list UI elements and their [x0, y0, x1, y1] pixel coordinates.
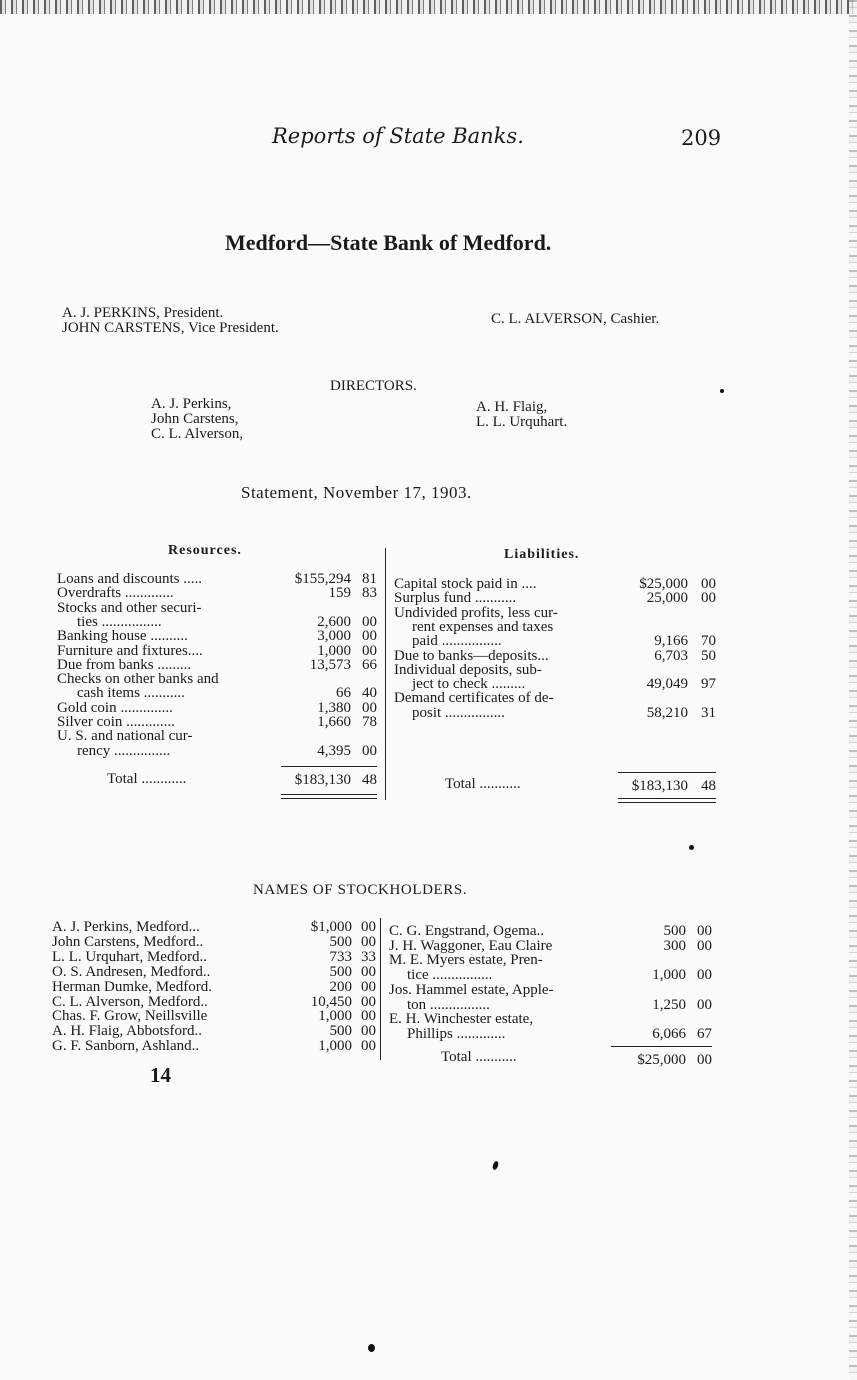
liabilities-row-cents: 00: [701, 576, 716, 592]
resources-row-cents: 40: [362, 685, 377, 702]
liabilities-row-dollars: 58,210: [646, 704, 688, 721]
resources-row-label: Stocks and other securi-: [57, 599, 202, 616]
liabilities-row-label: Undivided profits, less cur-: [394, 604, 558, 621]
liabilities-row-dollars: 9,166: [654, 633, 688, 650]
resources-row-cents: 83: [362, 585, 377, 602]
stockholder-left-label: A. J. Perkins, Medford...: [52, 919, 200, 935]
resources-row-cents: 00: [362, 613, 377, 630]
stockholder-right-cents: 00: [697, 923, 712, 939]
resources-row-cents: 00: [362, 642, 377, 659]
stockholder-right-dollars: 500: [663, 923, 686, 939]
stockholder-left-dollars: 500: [329, 933, 352, 950]
stockholder-left-dollars: 500: [329, 963, 352, 980]
resources-heading: Resources.: [168, 543, 242, 558]
liabilities-row-label: Due to banks—deposits...: [394, 647, 549, 664]
resources-row-label: U. S. and national cur-: [57, 728, 193, 745]
stockholder-left-label: C. L. Alverson, Medford..: [52, 993, 208, 1010]
stockholder-left-cents: 00: [361, 963, 376, 980]
directors-heading: DIRECTORS.: [330, 378, 417, 394]
stockholder-left-label: Herman Dumke, Medford.: [52, 978, 212, 995]
stockholder-right-dollars: 1,250: [652, 996, 686, 1013]
liabilities-row-label: paid ................: [412, 633, 502, 650]
resources-row-label: Checks on other banks and: [57, 671, 219, 688]
ink-speck: [492, 1160, 500, 1170]
liabilities-row-label: Individual deposits, sub-: [394, 661, 542, 678]
director-right-0: A. H. Flaig,: [476, 399, 548, 415]
ink-speck: [368, 1344, 375, 1352]
liabilities-row-label: Surplus fund ...........: [394, 590, 517, 607]
stockholder-right-label: Jos. Hammel estate, Apple-: [389, 981, 554, 998]
stockholder-right-label: tice ................: [407, 967, 493, 984]
liabilities-row-cents: 31: [701, 704, 716, 721]
resources-row-label: Due from banks .........: [57, 656, 192, 673]
stockholder-left-label: A. H. Flaig, Abbotsford..: [52, 1023, 202, 1040]
bank-title: Medford—State Bank of Medford.: [225, 230, 552, 255]
resources-row-label: Banking house ..........: [57, 628, 188, 645]
stockholders-total-label: Total ...........: [441, 1049, 517, 1065]
stockholder-left-cents: 00: [361, 1038, 376, 1055]
resources-total-rule: [281, 766, 377, 767]
resources-row-cents: 81: [362, 571, 377, 587]
stockholder-left-dollars: $1,000: [310, 919, 352, 935]
officer-president: A. J. PERKINS, President.: [62, 305, 224, 321]
resources-total-label: Total ............: [107, 771, 187, 787]
ink-speck: [689, 845, 694, 850]
resources-row-dollars: 159: [328, 585, 351, 602]
liabilities-row-label: Demand certificates of de-: [394, 690, 554, 707]
resources-row-cents: 66: [362, 656, 377, 673]
stockholder-left-cents: 00: [361, 1023, 376, 1040]
stockholder-right-dollars: 300: [663, 937, 686, 954]
stockholder-right-cents: 00: [697, 996, 712, 1013]
stockholder-left-dollars: 500: [329, 1023, 352, 1040]
liabilities-row-dollars: $25,000: [639, 576, 688, 592]
scan-edge-top: [0, 0, 857, 14]
liabilities-total-rule: [618, 772, 716, 773]
liabilities-row-label: ject to check .........: [412, 676, 526, 693]
liabilities-row-label: Capital stock paid in ....: [394, 576, 537, 592]
liabilities-row-cents: 00: [701, 590, 716, 607]
liabilities-row-cents: 97: [701, 676, 716, 693]
stockholder-left-cents: 00: [361, 1008, 376, 1025]
resources-total-dollars: $183,130: [294, 772, 351, 788]
resources-row-label: Overdrafts .............: [57, 585, 174, 602]
liabilities-total-dollars: $183,130: [631, 778, 688, 794]
stockholders-heading: NAMES OF STOCKHOLDERS.: [253, 882, 468, 898]
running-title: Reports of State Banks.: [272, 124, 524, 148]
stockholders-total-cents: 00: [697, 1052, 712, 1068]
stockholders-total-rule: [611, 1046, 712, 1047]
director-left-2: C. L. Alverson,: [151, 426, 244, 442]
stockholder-left-cents: 00: [361, 978, 376, 995]
resources-row-cents: 78: [362, 714, 377, 730]
liabilities-total-label: Total ...........: [445, 776, 521, 792]
resources-row-cents: 00: [362, 699, 377, 716]
stockholder-right-cents: 00: [697, 937, 712, 954]
resources-row-label: Gold coin ..............: [57, 699, 173, 716]
stockholder-left-label: O. S. Andresen, Medford..: [52, 963, 211, 980]
resources-row-label: Loans and discounts .....: [57, 571, 202, 587]
officer-vice-president: JOHN CARSTENS, Vice President.: [62, 320, 279, 336]
resources-row-label: rency ...............: [77, 742, 171, 759]
stockholder-left-dollars: 200: [329, 978, 352, 995]
resources-row-label: cash items ...........: [77, 685, 185, 702]
statement-column-divider: [385, 548, 386, 800]
statement-title: Statement, November 17, 1903.: [241, 483, 472, 502]
liabilities-row-dollars: 25,000: [646, 590, 688, 607]
stockholder-right-label: Phillips .............: [407, 1025, 506, 1042]
stockholder-right-dollars: 6,066: [652, 1025, 686, 1042]
stockholder-right-cents: 00: [697, 967, 712, 984]
liabilities-total-cents: 48: [701, 778, 716, 794]
stockholder-right-dollars: 1,000: [652, 967, 686, 984]
stockholder-left-label: L. L. Urquhart, Medford..: [52, 948, 207, 965]
stockholder-left-cents: 00: [361, 933, 376, 950]
resources-total-double-rule-2: [281, 798, 377, 799]
stockholder-left-cents: 00: [361, 919, 376, 935]
page-number: 209: [681, 126, 722, 150]
liabilities-row-label: rent expenses and taxes: [412, 618, 554, 635]
stockholder-left-dollars: 733: [329, 948, 352, 965]
liabilities-row-label: posit ................: [412, 704, 505, 721]
resources-row-label: Silver coin .............: [57, 714, 175, 730]
stockholder-left-label: John Carstens, Medford..: [52, 933, 204, 950]
stockholder-right-label: E. H. Winchester estate,: [389, 1011, 534, 1028]
signature-mark: 14: [150, 1063, 171, 1087]
stockholder-left-label: G. F. Sanborn, Ashland..: [52, 1038, 200, 1055]
stockholder-left-dollars: 10,450: [310, 993, 352, 1010]
director-left-1: John Carstens,: [151, 411, 239, 427]
resources-total-double-rule-1: [281, 794, 377, 795]
liabilities-row-cents: 50: [701, 647, 716, 664]
resources-row-dollars: 66: [336, 685, 351, 702]
stockholders-total-dollars: $25,000: [637, 1052, 686, 1068]
stockholder-right-label: ton ................: [407, 996, 490, 1013]
resources-row-dollars: 1,380: [317, 699, 351, 716]
resources-row-dollars: 4,395: [317, 742, 351, 759]
liabilities-heading: Liabilities.: [504, 547, 580, 562]
resources-row-cents: 00: [362, 742, 377, 759]
ink-speck: [720, 389, 724, 393]
scan-edge-right: [849, 0, 857, 1380]
liabilities-row-dollars: 49,049: [646, 676, 688, 693]
resources-row-dollars: 2,600: [317, 613, 351, 630]
stockholder-left-dollars: 1,000: [318, 1038, 352, 1055]
liabilities-row-cents: 70: [701, 633, 716, 650]
stockholder-left-cents: 00: [361, 993, 376, 1010]
stockholders-column-divider: [380, 918, 381, 1060]
stockholder-right-label: C. G. Engstrand, Ogema..: [389, 923, 544, 939]
resources-row-dollars: $155,294: [294, 571, 351, 587]
stockholder-right-cents: 67: [697, 1025, 712, 1042]
director-left-0: A. J. Perkins,: [151, 396, 232, 412]
resources-row-dollars: 1,000: [317, 642, 351, 659]
stockholder-left-cents: 33: [361, 948, 376, 965]
liabilities-total-double-rule-1: [618, 798, 716, 799]
stockholder-left-dollars: 1,000: [318, 1008, 352, 1025]
stockholder-right-label: J. H. Waggoner, Eau Claire: [389, 937, 553, 954]
liabilities-row-dollars: 6,703: [654, 647, 688, 664]
resources-row-label: ties ................: [77, 613, 162, 630]
stockholder-left-label: Chas. F. Grow, Neillsville: [52, 1008, 208, 1025]
stockholder-right-label: M. E. Myers estate, Pren-: [389, 952, 543, 969]
resources-row-dollars: 13,573: [309, 656, 351, 673]
resources-row-dollars: 3,000: [317, 628, 351, 645]
liabilities-total-double-rule-2: [618, 802, 716, 803]
resources-row-dollars: 1,660: [317, 714, 351, 730]
director-right-1: L. L. Urquhart.: [476, 414, 568, 430]
resources-row-label: Furniture and fixtures....: [57, 642, 203, 659]
resources-total-cents: 48: [362, 772, 377, 788]
officer-cashier: C. L. ALVERSON, Cashier.: [491, 311, 660, 327]
resources-row-cents: 00: [362, 628, 377, 645]
